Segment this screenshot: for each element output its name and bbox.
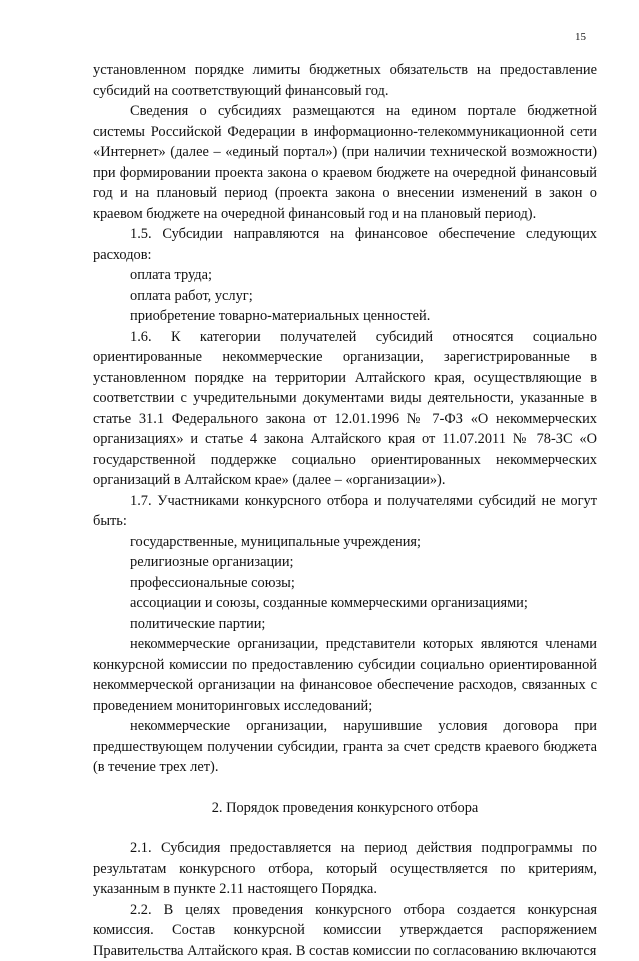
paragraph-1-6: 1.6. К категории получателей субсидий относятся социально ориентированные некоммерческие организации, зарегистрированные в установленном порядке на территории Алтайского края, осуществляющие в соответствии с учредительными документами виды деятельности, указанные в статье 31.1 Федерального закона от 12.01.1996 № 7-ФЗ «О некоммерческих организациях» и статье 4 закона Алтайского края от 11.07.2011 № 78-ЗС «О государственной поддержке социально ориентированных некоммерческих организаций в Алтайском крае» (далее – «организации»). [93,327,597,491]
list-item-religious: религиозные организации; [93,552,597,573]
list-item-commission-members: некоммерческие организации, представители которых являются членами конкурсной комиссии по предоставлению субсидии социально ориентированной некоммерческой организации на финансовое обеспечение расходов, связанных с проведением мониторинговых исследований; [93,634,597,716]
section-heading: 2. Порядок проведения конкурсного отбора [93,798,597,819]
paragraph-continuation: установленном порядке лимиты бюджетных обязательств на предоставление субсидий на соответствующий финансовый год. [93,60,597,101]
paragraph-2-1: 2.1. Субсидия предоставляется на период действия подпрограммы по результатам конкурсного отбора, который осуществляется по критериям, указанным в пункте 2.11 настоящего Порядка. [93,838,597,900]
list-item-labor: оплата труда; [93,265,597,286]
list-item-violators: некоммерческие организации, нарушившие условия договора при предшествующем получении субсидии, гранта за счет средств краевого бюджета (в течение трех лет). [93,716,597,778]
list-item-unions: профессиональные союзы; [93,573,597,594]
list-item-state-institutions: государственные, муниципальные учреждения; [93,532,597,553]
paragraph-1-5: 1.5. Субсидии направляются на финансовое обеспечение следующих расходов: [93,224,597,265]
list-item-services: оплата работ, услуг; [93,286,597,307]
paragraph-subsidy-info: Сведения о субсидиях размещаются на едином портале бюджетной системы Российской Федерации в информационно-телекоммуникационной сети «Интернет» (далее – «единый портал») (при наличии технической возможности) при формировании проекта закона о краевом бюджете на очередной финансовый год и на плановый период (проекта закона о внесении изменений в закон о краевом бюджете на очередной финансовый год и на плановый период). [93,101,597,224]
list-item-associations: ассоциации и союзы, созданные коммерческими организациями; [93,593,597,614]
document-body [93,60,597,961]
page-number: 15 [575,30,586,44]
list-item-materials: приобретение товарно-материальных ценностей. [93,306,597,327]
paragraph-2-2: 2.2. В целях проведения конкурсного отбора создается конкурсная комиссия. Состав конкурсной комиссии утверждается распоряжением Правительства Алтайского края. В состав комиссии по согласованию включаются [93,900,597,961]
paragraph-1-7: 1.7. Участниками конкурсного отбора и получателями субсидий не могут быть: [93,491,597,532]
list-item-parties: политические партии; [93,614,597,635]
